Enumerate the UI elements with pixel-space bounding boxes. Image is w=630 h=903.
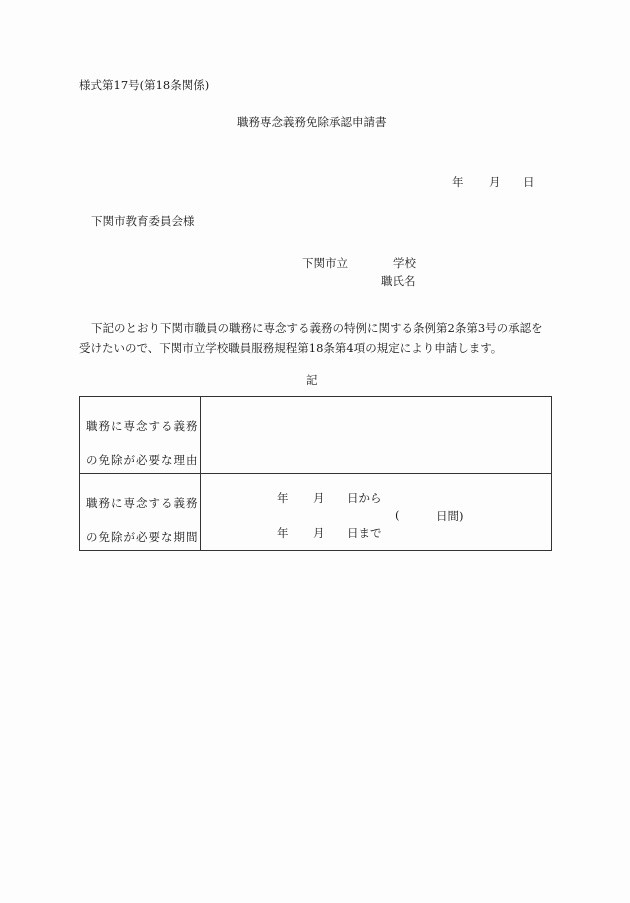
reason-label-cell [80, 397, 201, 474]
document-title: 職務専念義務免除承認申請書 [237, 115, 387, 129]
application-table [79, 396, 552, 551]
ki-heading: 記 [306, 373, 318, 387]
days-label: 日間) [436, 509, 464, 523]
body-line-1: 下記のとおり下関市職員の職務に専念する義務の特例に関する条例第2条第3号の承認を [91, 321, 543, 335]
form-number: 様式第17号(第18条関係) [79, 78, 210, 92]
position-name-label: 職氏名 [381, 274, 416, 288]
school-prefix: 下関市立 [302, 256, 348, 270]
from-month-label: 月 [313, 491, 325, 505]
from-year-label: 年 [277, 491, 289, 505]
period-row [80, 474, 552, 551]
from-day-label: 日から [347, 491, 382, 505]
to-day-label: 日まで [347, 526, 382, 540]
period-value-cell[interactable] [201, 474, 552, 551]
body-paragraph [79, 318, 552, 358]
addressee: 下関市教育委員会様 [91, 214, 195, 228]
date-month-label: 月 [489, 175, 501, 189]
reason-label-line-1: 職務に専念する義務 [86, 419, 199, 433]
to-month-label: 月 [313, 526, 325, 540]
period-label-line-2: の免除が必要な期間 [86, 530, 199, 544]
to-year-label: 年 [277, 526, 289, 540]
body-line-2: 受けたいので、下関市立学校職員服務規程第18条第4項の規定により申請します。 [79, 341, 503, 355]
date-day-label: 日 [523, 175, 535, 189]
reason-label-line-2: の免除が必要な理由 [86, 453, 199, 467]
reason-value-cell[interactable] [201, 397, 552, 474]
date-year-label: 年 [452, 175, 464, 189]
period-label-cell [80, 474, 201, 551]
school-suffix: 学校 [393, 256, 416, 270]
paren-open: ( [395, 508, 400, 522]
period-label-line-1: 職務に専念する義務 [86, 496, 199, 510]
reason-row [80, 397, 552, 474]
